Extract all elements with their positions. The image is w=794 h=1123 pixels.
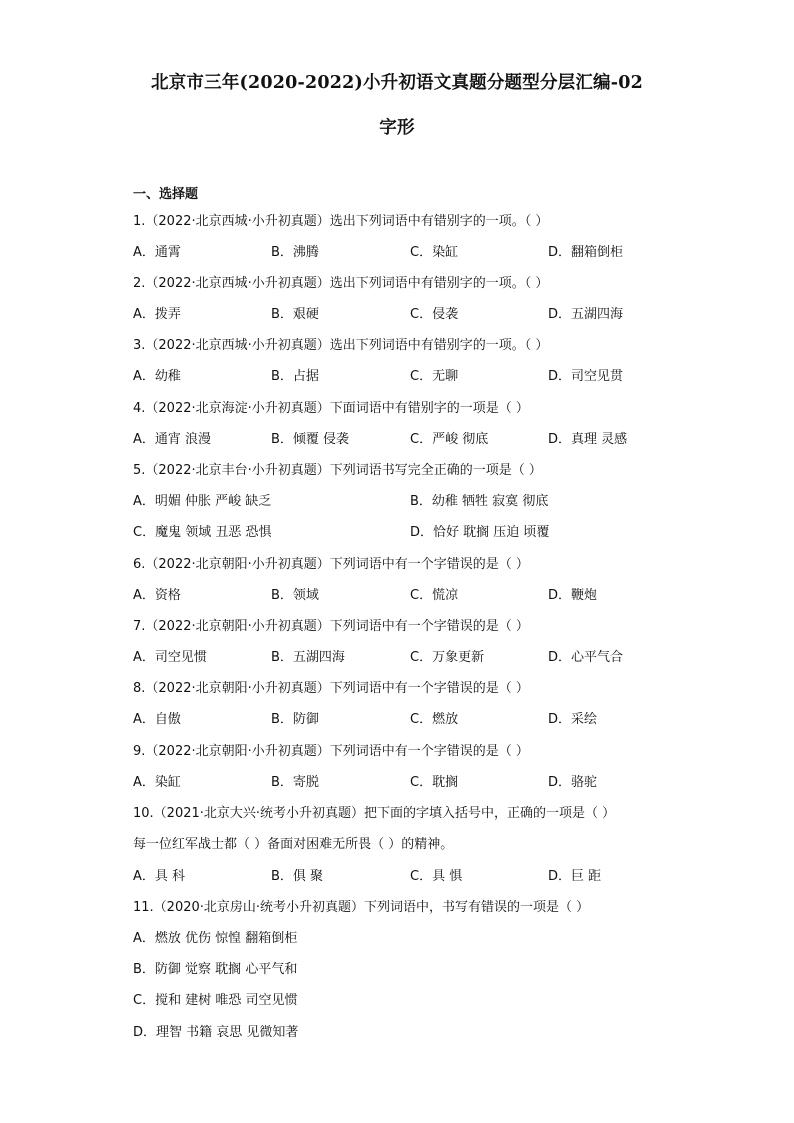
document-subtitle: 字形 [379, 118, 415, 138]
option-a: A．通宵 浪漫 [133, 432, 212, 447]
option-a: A．自傲 [133, 712, 181, 727]
option-d: D．鞭炮 [548, 588, 598, 603]
option-a: A．通霄 [133, 245, 181, 260]
question-stem: 8.（2022·北京朝阳·小升初真题）下列词语中有一个字错误的是（ ） [133, 681, 529, 696]
option-d: D．心平气合 [548, 650, 624, 665]
question-stem: 2.（2022·北京西城·小升初真题）选出下列词语中有错别字的一项。（ ） [133, 276, 549, 291]
option-b: B．领域 [271, 588, 319, 603]
option-b: B．防御 [271, 712, 319, 727]
option-c: C．染缸 [410, 245, 459, 260]
option-c: C．侵袭 [410, 307, 459, 322]
option-c: C．慌凉 [410, 588, 459, 603]
option-b: B．占据 [271, 369, 319, 384]
option-d: D．采绘 [548, 712, 598, 727]
option-d: D．五湖四海 [548, 307, 624, 322]
option-b: B．寄脱 [271, 775, 319, 790]
option-c: C．搅和 建树 唯恐 司空见惯 [133, 993, 298, 1008]
question-stem: 5.（2022·北京丰台·小升初真题）下列词语书写完全正确的一项是（ ） [133, 463, 542, 478]
question-stem: 4.（2022·北京海淀·小升初真题）下面词语中有错别字的一项是（ ） [133, 401, 529, 416]
option-c: C．具 惧 [410, 869, 463, 884]
question-stem: 1.（2022·北京西城·小升初真题）选出下列词语中有错别字的一项。（ ） [133, 214, 549, 229]
option-a: A．具 科 [133, 869, 186, 884]
option-a: A．染缸 [133, 775, 181, 790]
option-b: B．幼稚 牺牲 寂寞 彻底 [410, 494, 549, 509]
option-b: B．沸腾 [271, 245, 319, 260]
question-sentence: 每一位红军战士都（ ）备面对困难无所畏（ ）的精神。 [133, 837, 454, 852]
option-b: B．俱 聚 [271, 869, 324, 884]
option-d: D．巨 距 [548, 869, 602, 884]
option-d: D．恰好 耽搁 压迫 顷覆 [410, 525, 550, 540]
option-c: C．燃放 [410, 712, 459, 727]
option-a: A．幼稚 [133, 369, 181, 384]
option-d: D．骆驼 [548, 775, 598, 790]
option-c: C．万象更新 [410, 650, 485, 665]
option-a: A．拨弄 [133, 307, 181, 322]
question-stem: 7.（2022·北京朝阳·小升初真题）下列词语中有一个字错误的是（ ） [133, 619, 529, 634]
option-a: A．明媚 仲胀 严峻 缺乏 [133, 494, 272, 509]
option-b: B．艰硬 [271, 307, 319, 322]
question-stem: 6.（2022·北京朝阳·小升初真题）下列词语中有一个字错误的是（ ） [133, 557, 529, 572]
option-a: A．资格 [133, 588, 181, 603]
option-c: C．魔鬼 领域 丑恶 恐惧 [133, 525, 272, 540]
option-d: D．真理 灵感 [548, 432, 628, 447]
option-d: D．翻箱倒柜 [548, 245, 624, 260]
option-b: B．五湖四海 [271, 650, 345, 665]
option-b: B．倾覆 侵袭 [271, 432, 350, 447]
option-a: A．燃放 优伤 惊惶 翻箱倒柜 [133, 931, 298, 946]
question-stem: 3.（2022·北京西城·小升初真题）选出下列词语中有错别字的一项。（ ） [133, 338, 549, 353]
option-a: A．司空见惯 [133, 650, 207, 665]
option-c: C．严峻 彻底 [410, 432, 489, 447]
option-d: D．理智 书籍 哀思 见微知著 [133, 1025, 299, 1040]
option-d: D．司空见贯 [548, 369, 624, 384]
option-b: B．防御 觉察 耽搁 心平气和 [133, 962, 298, 977]
question-stem: 9.（2022·北京朝阳·小升初真题）下列词语中有一个字错误的是（ ） [133, 744, 529, 759]
option-c: C．无聊 [410, 369, 459, 384]
question-stem: 11.（2020·北京房山·统考小升初真题）下列词语中，书写有错误的一项是（ ） [133, 900, 590, 915]
section-heading: 一、选择题 [133, 187, 199, 202]
question-stem: 10.（2021·北京大兴·统考小升初真题）把下面的字填入括号中，正确的一项是（ ） [133, 806, 616, 821]
document-title: 北京市三年(2020-2022)小升初语文真题分题型分层汇编-02 [151, 73, 643, 93]
option-c: C．耽搁 [410, 775, 459, 790]
